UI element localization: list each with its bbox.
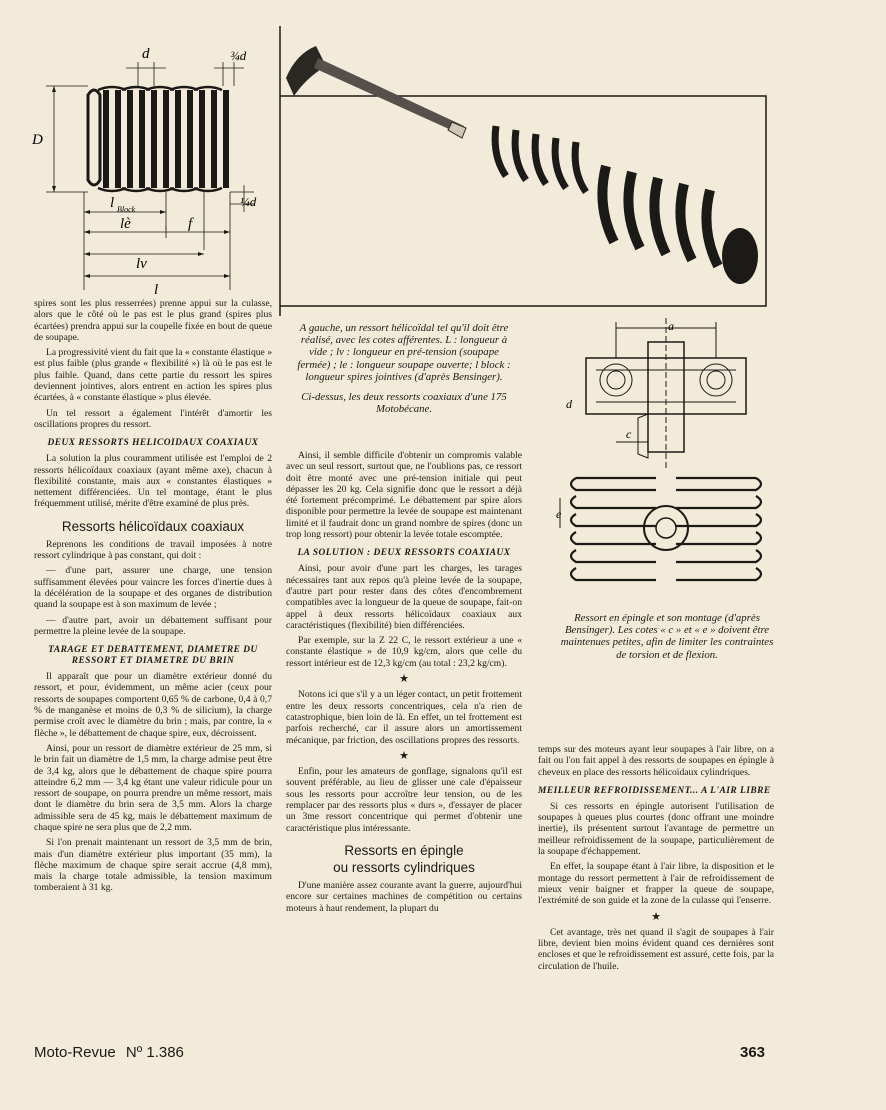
col1-p7: — d'autre part, avoir un débattement suffisant pour permettre la pleine levée de la soupape. bbox=[34, 614, 272, 637]
col2-heading-2a: Ressorts en épingle bbox=[344, 842, 464, 858]
col1-p10: Si l'on prenait maintenant un ressort de 3,5 mm de brin, mais d'un diamètre extérieur plus important (35 mm), la flèche maximum de chaque spire serait accrue (4,8 mm), mais la charge totale admissible, la tension maximum tomberaient à 31 kg. bbox=[34, 837, 272, 894]
label-l-block-sub: Block bbox=[117, 205, 136, 214]
col1-heading-3: TARAGE ET DEBATTEMENT, DIAMETRE DU RESSORT ET DIAMETRE DU BRIN bbox=[48, 645, 258, 667]
inner-spring-image bbox=[495, 126, 586, 192]
col2-p2: Ainsi, pour avoir d'une part les charges, les tarages nécessaires tant aux repos qu'à pleine levée de la soupape, d'autre part pour rester dans des côtes d'encombrement compatibles avec la longueur de la queue de soupape, fait-on appel à deux ressorts hélicoïdaux coaxiaux aux caractéristiques (flexibilité) bien différenciées. bbox=[286, 563, 522, 631]
col1-heading-1: DEUX RESSORTS HELICOIDAUX COAXIAUX bbox=[47, 438, 259, 449]
spring-dimension-diagram bbox=[18, 40, 280, 302]
label-quarter-d: ¼d bbox=[240, 194, 257, 209]
col1-p8: Il apparaît que pour un diamètre extérieur donné du ressort, et pour, évidemment, un même acier (ceux pour ressorts de soupapes comportent 0,65 % de carbone, 0,4 à 0,7 % de manganèse et moins de 0,3 % de silicium), la charge permise croît avec le diamètre du brin ; mais, par contre, la « flèche », le débattement de chaque spire, eux, décroissent. bbox=[34, 671, 272, 739]
column-3 bbox=[538, 744, 774, 976]
spring-cup-image bbox=[722, 228, 758, 284]
col2-heading-2b: ou ressorts cylindriques bbox=[333, 859, 475, 875]
col3-p2: Si ces ressorts en épingle autorisent l'utilisation de soupapes à queues plus courtes (donc offrant une moindre inertie), ils présentent surtout l'avantage de permettre un meilleur refroidissement de la soupape, particulièrement de la soupape d'échappement. bbox=[538, 800, 774, 858]
col1-heading-2: Ressorts hélicoïdaux coaxiaux bbox=[61, 518, 245, 534]
col2-p3: Par exemple, sur la Z 22 C, le ressort extérieur a une « constante élastique » de 10,9 kg/cm, alors que celle du ressort intérieur est de 12,3 kg/cm (au total : 23,2 kg/cm). bbox=[286, 635, 522, 669]
column-2 bbox=[286, 450, 522, 918]
page-number: 363 bbox=[740, 1044, 766, 1061]
label-D: D bbox=[32, 132, 43, 148]
outer-spring-image bbox=[602, 166, 718, 266]
col1-p5: Reprenons les conditions de travail imposées à notre ressort cylindrique à pas constant, qui doit : bbox=[34, 538, 272, 562]
column-1 bbox=[34, 298, 272, 898]
label-three-quarter-d: ¾d bbox=[230, 48, 247, 63]
label-f: f bbox=[188, 216, 193, 232]
label-e: e bbox=[556, 507, 562, 521]
label-l-block: l bbox=[110, 195, 115, 211]
hairpin-spring-diagram bbox=[556, 318, 796, 610]
col2-p1: Ainsi, il semble difficile d'obtenir un compromis valable avec un seul ressort, surtout que, ne l'oublions pas, ce ressort doit être monté avec une pré-tension initiale qui peut dépasser les 20 kg. Cela signifie donc que le ressort a déjà été fortement précomprimé. Le débattement par spire alors disponible pour permettre la levée de soupape est maintenant limité et il faudrait donc un grand nombre de spires (donc un trop long ressort) pour obtenir la levée totale escomptée. bbox=[286, 450, 522, 541]
caption-top bbox=[294, 322, 514, 415]
col3-p1: temps sur des moteurs ayant leur soupapes à l'air libre, on a fait ou l'on fait appel à des ressorts de soupapes en épingle à cheveux en place des ressorts hélicoïdaux cylindriques. bbox=[538, 744, 774, 778]
col2-p6: D'une manière assez courante avant la guerre, aujourd'hui encore sur certaines machines de compétition ou certains moteurs à haut rendement, la plupart du bbox=[286, 879, 522, 914]
star-divider: ★ bbox=[399, 749, 409, 762]
col3-heading-1: MEILLEUR REFROIDISSEMENT... A L'AIR LIBRE bbox=[538, 785, 771, 796]
magazine-name: Moto-Revue bbox=[34, 1044, 116, 1061]
helical-spring-coils bbox=[88, 87, 226, 191]
col2-p5: Enfin, pour les amateurs de gonflage, signalons qu'il est souvent préférable, au lieu de glisser une cale d'épaisseur sous les ressorts pour accroître leur tension, ou de les remplacer par des ressorts plus « durs », d'essayer de placer un 3me ressort concentrique qui permet d'obtenir une caractéristique plus intéressante. bbox=[286, 766, 522, 834]
label-c: c bbox=[626, 427, 632, 441]
col3-p4: Cet avantage, très net quand il s'agit de soupapes à l'air libre, devient bien moins évident quand ces dernières sont encloses et que le refroidissement est assuré, cette fois, par la circulation de l'huile. bbox=[538, 926, 774, 972]
star-divider: ★ bbox=[399, 673, 409, 686]
star-divider: ★ bbox=[651, 910, 661, 923]
label-d-hairpin: d bbox=[566, 397, 572, 411]
col2-p4: Notons ici que s'il y a un léger contact, un petit frottement entre les deux ressorts concentriques, cela n'a rien de catastrophique, bien loin de là. En effet, un tel frottement est parfois recherché, car il assure alors un amortissement mécanique, par friction, des oscillations propres des ressorts. bbox=[286, 689, 522, 746]
label-a: a bbox=[668, 319, 674, 333]
col1-p3: Un tel ressort a également l'intérêt d'amortir les oscillations propres du ressort. bbox=[34, 407, 272, 430]
col1-p2: La progressivité vient du fait que la « constante élastique » est plus faible (plus grande « flexibilité ») là où le pas est le plus faible. Quand, dans cette partie du ressort les spires deviennent jointives, alors entrent en action les spires plus écartées, à « constante élastique » plus élevée. bbox=[34, 347, 272, 404]
caption-right bbox=[556, 612, 778, 661]
label-d: d bbox=[142, 46, 150, 62]
col3-p3: En effet, la soupape étant à l'air libre, la disposition et le montage du ressort permettent à l'air de refroidissement de mieux venir baigner et frapper la queue de soupape, l'extrémité de son guide et la zone de la culasse qui l'enserre. bbox=[538, 861, 774, 907]
col1-p6: — d'une part, assurer une charge, une tension suffisamment élevées pour vaincre les forces d'inertie dues à la décélération de la soupape et des organes de distribution quand la soupape est à son maximum de levée ; bbox=[34, 565, 272, 611]
caption-top-p2: Ci-dessus, les deux ressorts coaxiaux d'une 175 Motobécane. bbox=[301, 391, 507, 416]
label-l-v: lv bbox=[136, 256, 147, 272]
caption-top-p1: A gauche, un ressort hélicoïdal tel qu'il doit être réalisé, avec les cotes afférentes. L : longueur à vide ; lv : longueur en pré-tension (soupape fermée) ; le : longueur soupape ouverte; l block : longueur spires jointives (d'après Bensinger). bbox=[297, 322, 511, 383]
label-l-e: lè bbox=[120, 216, 131, 232]
footer-magazine bbox=[34, 1044, 184, 1061]
label-l: l bbox=[154, 282, 159, 298]
caption-right-text: Ressort en épingle et son montage (d'après Bensinger). Les cotes « c » et « e » doivent être maintenues petites, afin de limiter les contraintes de torsion et de flexion. bbox=[560, 612, 774, 661]
col1-p1: spires sont les plus resserrées) prenne appui sur la culasse, alors que le côté où le pas est le plus grand (spires plus écartées) prendra appui sur la coupelle fixée en bout de queue de soupape. bbox=[34, 298, 272, 343]
col1-p9: Ainsi, pour un ressort de diamètre extérieur de 25 mm, si le brin fait un diamètre de 1,5 mm, la charge admise peut être de 3,4 kg, alors que le débattement de chaque spire pourra atteindre 6,2 mm — 3,4 kg étant une valeur ridicule pour un ressort de soupape, on pourra prendre un même ressort, mais dont le diamètre du brin sera de 3,5 mm. Alors la charge admissible sera de 45 kg, mais le débattement maximum de chaque spire ne sera plus que de 2,2 mm. bbox=[34, 742, 272, 833]
valve-image bbox=[286, 46, 466, 138]
col1-p4: La solution la plus couramment utilisée est l'emploi de 2 ressorts hélicoïdaux coaxiaux (ayant même axe), chacun à flexibilité constante, mais aux « constantes élastiques » nettement différenciées. Un tel montage, étant le plus fréquemment utilisé, mérite d'être examiné de plus près. bbox=[34, 453, 272, 510]
col2-heading-1: LA SOLUTION : DEUX RESSORTS COAXIAUX bbox=[297, 548, 511, 559]
valve-springs-photo bbox=[266, 26, 778, 316]
issue-number: Nº 1.386 bbox=[125, 1044, 184, 1061]
